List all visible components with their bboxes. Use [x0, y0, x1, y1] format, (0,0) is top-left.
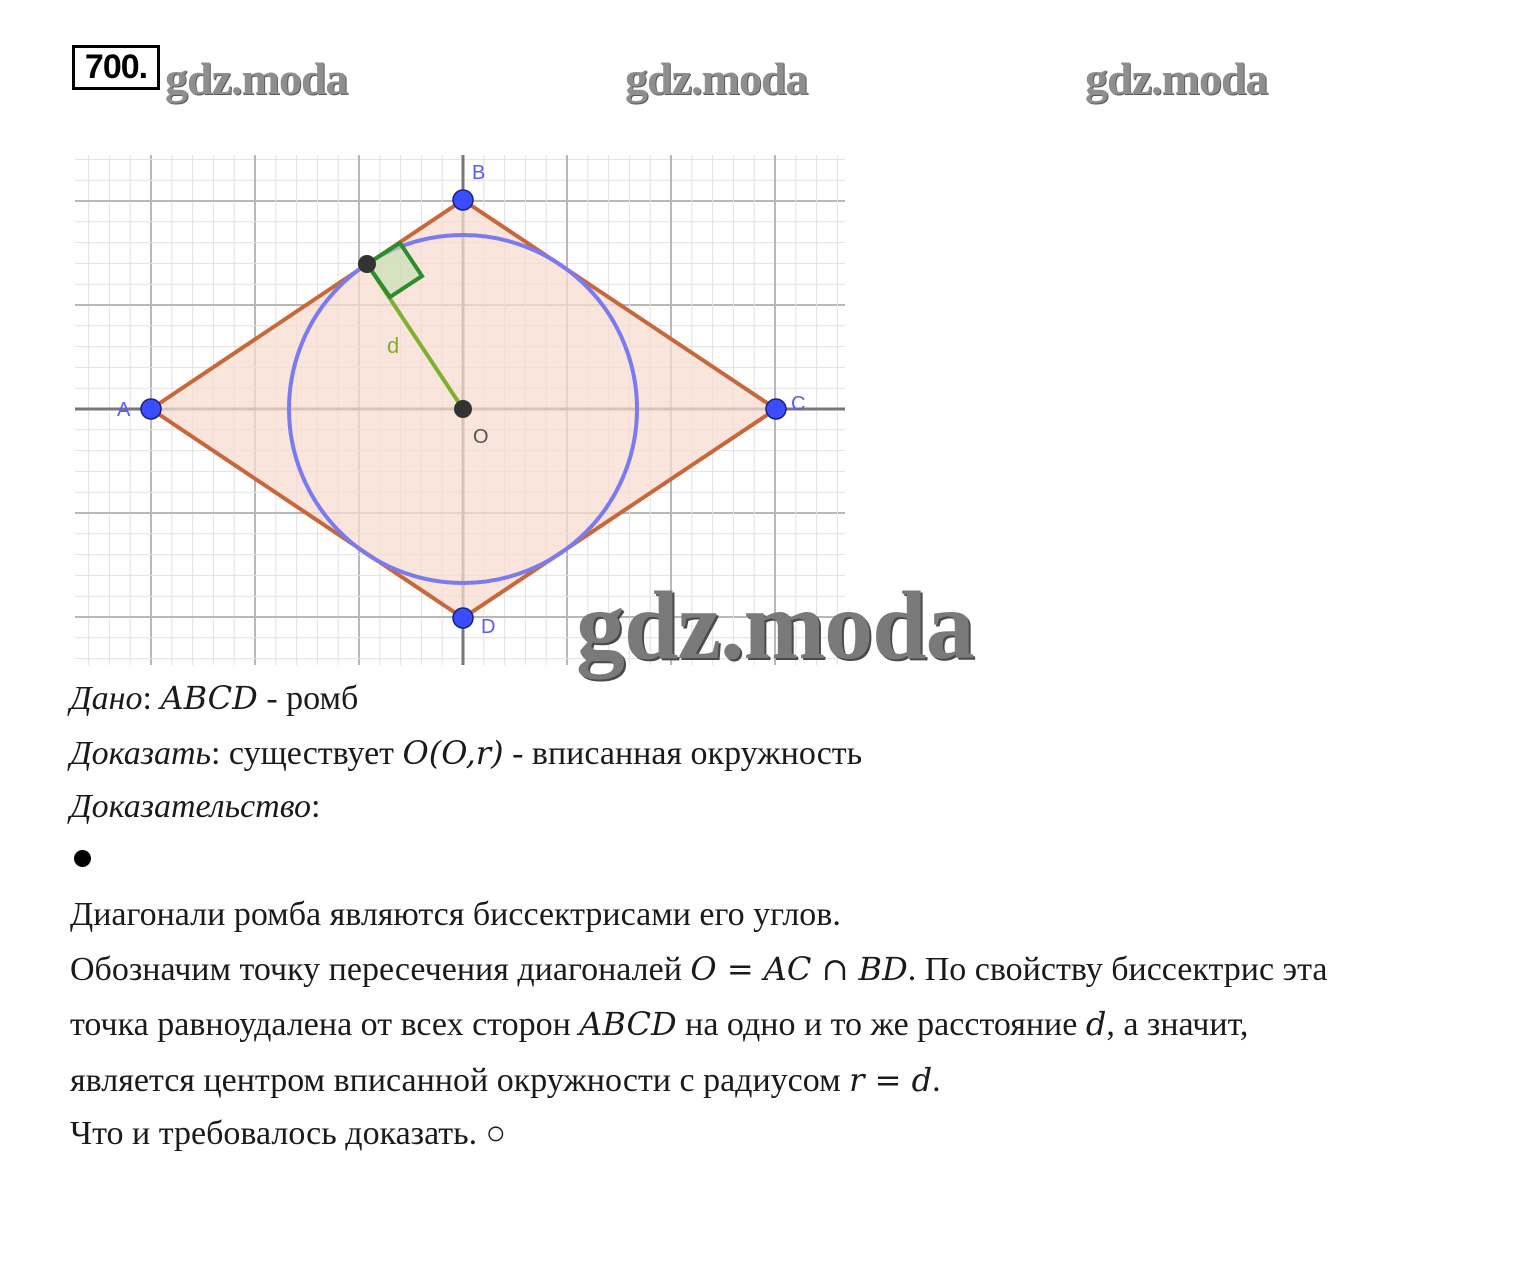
proof-label: Доказательство	[70, 788, 312, 825]
p4-math: r = d	[849, 1061, 933, 1099]
prove-rest: - вписанная окружность	[503, 735, 863, 772]
prove-pre: : существует	[210, 735, 403, 772]
problem-number: 700.	[72, 45, 160, 90]
watermark-2: gdz.moda	[625, 53, 808, 104]
p3-b: на одно и то же расстояние	[676, 1006, 1086, 1043]
proof-colon: :	[311, 788, 321, 825]
vertex-b	[453, 190, 473, 210]
proof-p1: Диагонали ромба являются биссектрисами его углов.	[70, 896, 841, 933]
proof-heading	[70, 787, 320, 827]
given-rest: - ромб	[257, 680, 359, 717]
p3-math2: d	[1085, 1005, 1107, 1043]
proof-p4	[70, 1060, 941, 1101]
prove-math: O(O,r)	[402, 734, 504, 772]
vertex-a	[141, 399, 161, 419]
label-a: A	[117, 399, 131, 421]
given-label: Дано	[70, 680, 143, 717]
label-o: O	[473, 426, 489, 448]
label-d-segment: d	[387, 333, 400, 358]
p2-math: O = AC ∩ BD	[690, 950, 908, 988]
watermark-big: gdz.moda	[576, 572, 974, 680]
vertex-c	[766, 399, 786, 419]
p4-b: .	[932, 1062, 941, 1099]
p3-c: , а значит,	[1106, 1006, 1249, 1043]
given-math: ABCD	[160, 679, 258, 717]
watermark-3: gdz.moda	[1085, 53, 1268, 104]
p3-math1: ABCD	[579, 1005, 677, 1043]
p2-a: Обозначим точку пересечения диагоналей	[70, 951, 691, 988]
label-c: C	[791, 393, 806, 415]
prove-label: Доказать	[70, 735, 211, 772]
label-d: D	[481, 616, 496, 638]
proof-p2	[70, 949, 1328, 990]
center-o	[454, 400, 472, 418]
given-line: Дано: ABCD - ромб	[70, 679, 359, 717]
p4-a: является центром вписанной окружности с радиусом	[70, 1062, 850, 1099]
proof-p5: Что и требовалось доказать. ○	[70, 1115, 507, 1152]
label-b: B	[472, 162, 486, 184]
proof-p3	[70, 1004, 1248, 1045]
bullet-icon	[74, 850, 91, 867]
p2-b: . По свойству биссектрис эта	[907, 951, 1328, 988]
tangent-point	[358, 255, 376, 273]
p3-a: точка равноудалена от всех сторон	[70, 1006, 580, 1043]
watermark-1: gdz.moda	[165, 53, 348, 104]
prove-line	[70, 733, 862, 774]
vertex-d	[453, 608, 473, 628]
